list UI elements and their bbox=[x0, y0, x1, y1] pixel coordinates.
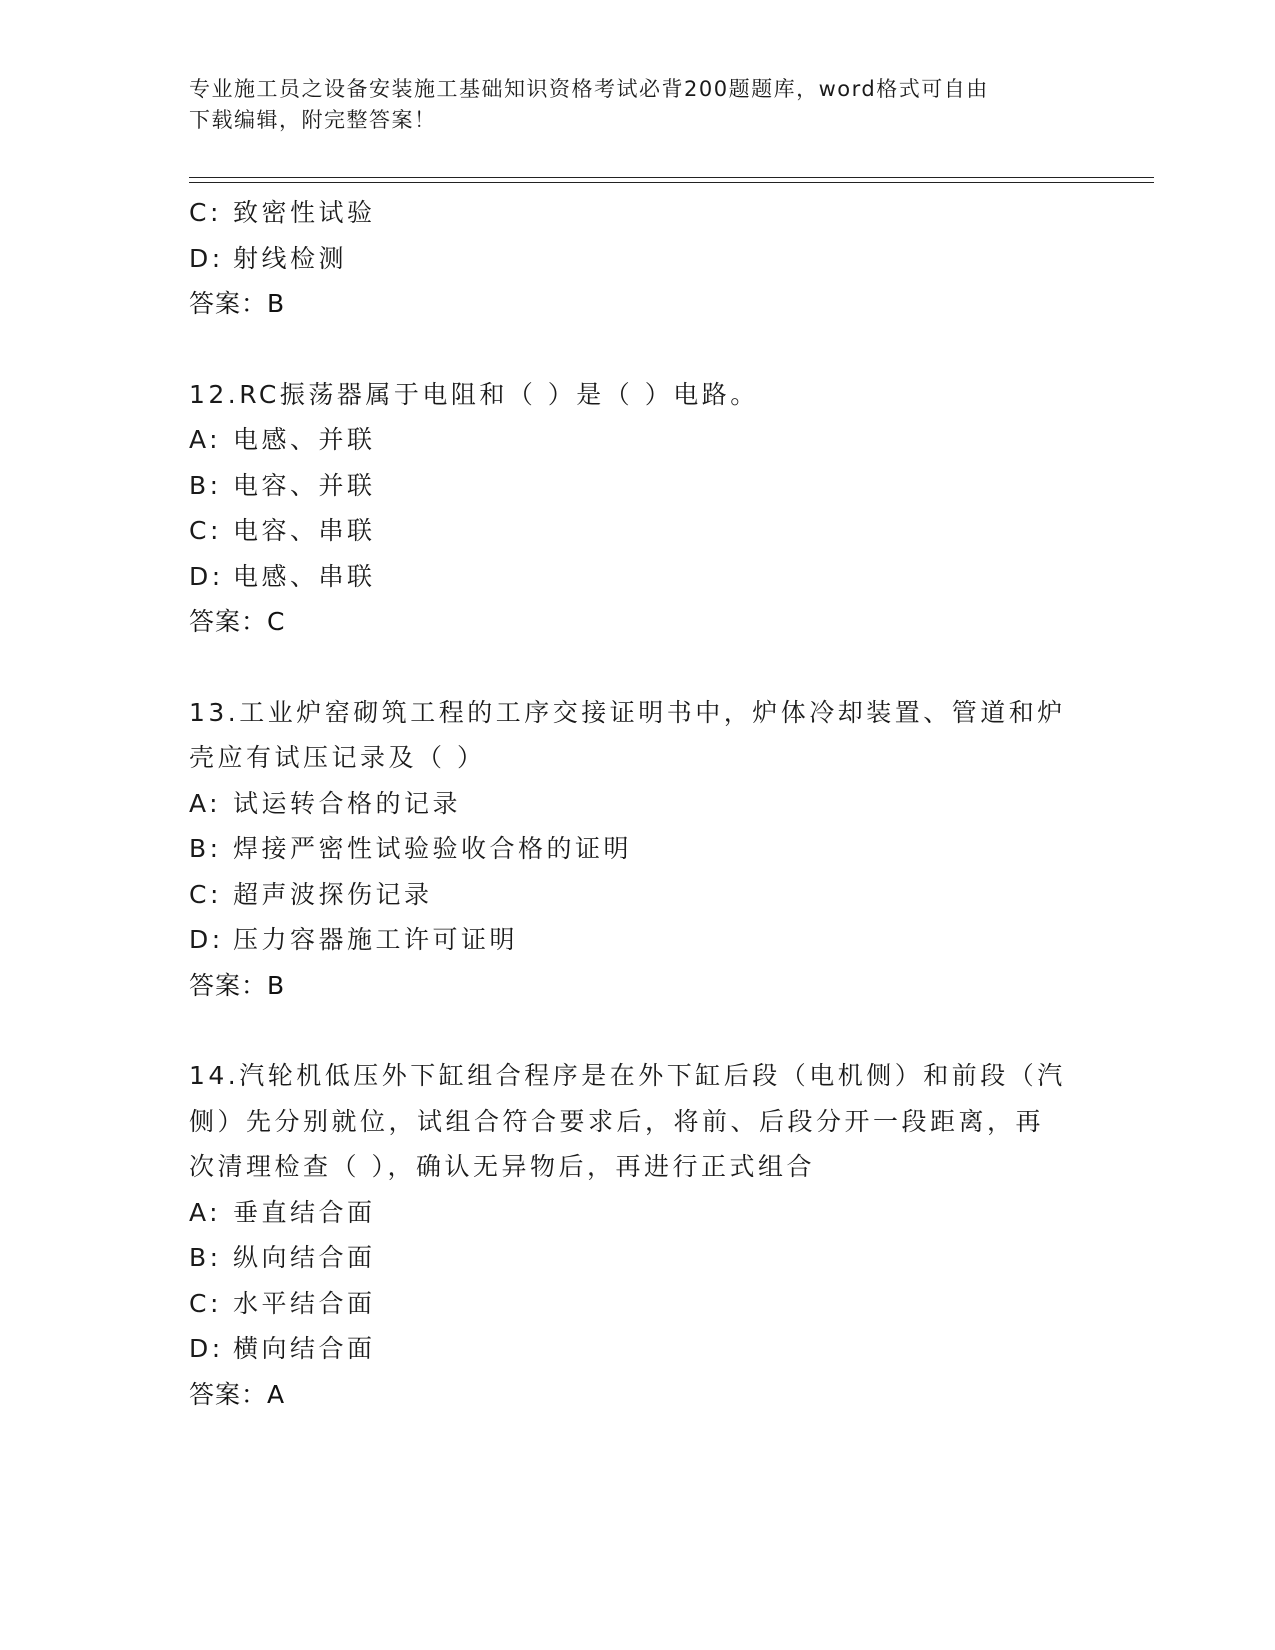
spacer bbox=[189, 645, 1089, 690]
option-text: 致密性试验 bbox=[233, 198, 376, 227]
answer-line: 答案：B bbox=[189, 970, 286, 1000]
option-c bbox=[189, 190, 1089, 236]
option-b bbox=[189, 1235, 1089, 1281]
question-stem-line-1: 14.汽轮机低压外下缸组合程序是在外下缸后段（电机侧）和前段（汽 bbox=[189, 1061, 1066, 1090]
option-key: D: bbox=[189, 1334, 224, 1363]
answer-line: 答案：B bbox=[189, 289, 286, 318]
option-key: A: bbox=[189, 788, 222, 818]
option-d bbox=[189, 917, 1089, 963]
option-text: 水平结合面 bbox=[233, 1288, 376, 1318]
option-key: C: bbox=[189, 1288, 222, 1318]
option-text: 超声波探伤记录 bbox=[233, 879, 433, 909]
option-text: 射线检测 bbox=[233, 243, 348, 273]
option-text: 电感、串联 bbox=[233, 561, 376, 591]
header-divider-bottom bbox=[189, 182, 1154, 183]
question-11 bbox=[189, 190, 1089, 327]
option-c bbox=[189, 872, 1089, 918]
option-d bbox=[189, 1326, 1089, 1372]
question-stem-line-1: 13.工业炉窑砌筑工程的工序交接证明书中，炉体冷却装置、管道和炉 bbox=[189, 697, 1066, 727]
document-header bbox=[189, 74, 1069, 136]
question-stem-line-2: 侧）先分别就位，试组合符合要求后，将前、后段分开一段距离，再 bbox=[189, 1106, 1045, 1136]
option-a bbox=[189, 1190, 1089, 1236]
question-stem-line-3: 次清理检查（ ），确认无异物后，再进行正式组合 bbox=[189, 1152, 815, 1181]
option-key: D: bbox=[189, 561, 224, 591]
option-key: C: bbox=[189, 516, 222, 545]
option-text: 压力容器施工许可证明 bbox=[233, 925, 519, 954]
header-title-line-2: 下载编辑，附完整答案！ bbox=[189, 108, 437, 132]
option-text: 电容、串联 bbox=[233, 516, 376, 545]
answer-line: 答案：A bbox=[189, 1379, 286, 1409]
option-a bbox=[189, 417, 1089, 463]
option-key: B: bbox=[189, 834, 222, 863]
question-12 bbox=[189, 372, 1089, 645]
option-key: C: bbox=[189, 879, 222, 909]
option-key: C: bbox=[189, 198, 222, 227]
option-text: 试运转合格的记录 bbox=[233, 788, 462, 818]
option-text: 横向结合面 bbox=[233, 1334, 376, 1363]
option-text: 垂直结合面 bbox=[233, 1197, 376, 1227]
option-a bbox=[189, 781, 1089, 827]
header-title-line-1: 专业施工员之设备安装施工基础知识资格考试必背200题题库，word格式可自由 bbox=[189, 77, 989, 101]
option-b bbox=[189, 463, 1089, 509]
option-key: A: bbox=[189, 1197, 222, 1227]
question-stem: 12.RC振荡器属于电阻和（ ）是（ ）电路。 bbox=[189, 379, 759, 409]
answer-line: 答案：C bbox=[189, 607, 286, 636]
question-13 bbox=[189, 690, 1089, 1009]
header-divider-top bbox=[189, 177, 1154, 178]
option-text: 焊接严密性试验验收合格的证明 bbox=[233, 834, 633, 863]
option-key: B: bbox=[189, 1243, 222, 1272]
question-stem-line-2: 壳应有试压记录及（ ） bbox=[189, 743, 486, 772]
option-b bbox=[189, 826, 1089, 872]
option-d bbox=[189, 236, 1089, 282]
option-key: D: bbox=[189, 925, 224, 954]
question-14 bbox=[189, 1053, 1089, 1417]
option-key: A: bbox=[189, 425, 222, 454]
spacer bbox=[189, 327, 1089, 372]
option-d bbox=[189, 554, 1089, 600]
option-c bbox=[189, 508, 1089, 554]
option-c bbox=[189, 1281, 1089, 1327]
option-text: 纵向结合面 bbox=[233, 1243, 376, 1272]
option-text: 电容、并联 bbox=[233, 470, 376, 500]
question-list bbox=[189, 190, 1089, 1417]
option-key: D: bbox=[189, 243, 224, 273]
option-key: B: bbox=[189, 470, 222, 500]
option-text: 电感、并联 bbox=[233, 425, 376, 454]
spacer bbox=[189, 1008, 1089, 1053]
